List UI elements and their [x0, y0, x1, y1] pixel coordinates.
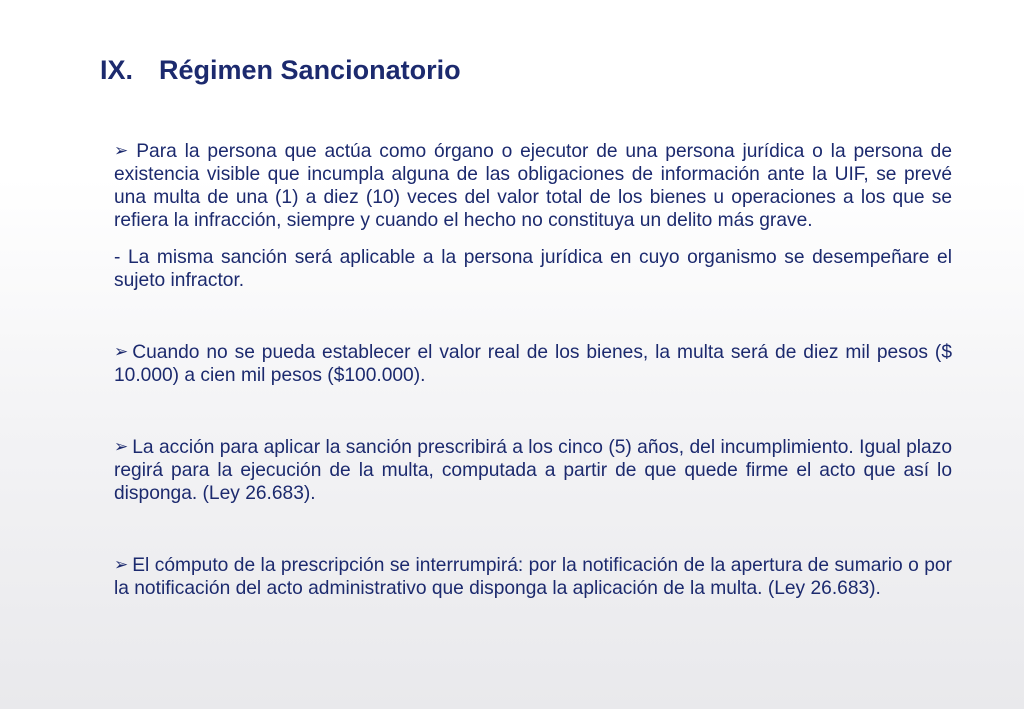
paragraph-text: La acción para aplicar la sanción prescribirá a los cinco (5) años, del incumplimiento. Igual plazo regirá para la ejecución de la multa, computada a partir de que quede firme el acto que así lo disponga. (Ley 26.683). [114, 437, 952, 504]
paragraph-prescripcion [114, 436, 952, 505]
arrow-bullet-icon: ➢ [114, 342, 129, 361]
slide-body [114, 140, 952, 600]
section-title: Régimen Sancionatorio [159, 55, 461, 85]
paragraph-multa [114, 140, 952, 232]
slide-title [100, 55, 461, 86]
paragraph-text: El cómputo de la prescripción se interrumpirá: por la notificación de la apertura de sumario o por la notificación del acto administrativo que disponga la aplicación de la multa. (Ley 26.683). [114, 555, 952, 599]
section-number: IX. [100, 55, 134, 85]
paragraph-interrupcion [114, 554, 952, 600]
arrow-bullet-icon: ➢ [114, 555, 129, 574]
paragraph-text: Cuando no se pueda establecer el valor real de los bienes, la multa será de diez mil pesos ($ 10.000) a cien mil pesos ($100.000). [114, 342, 952, 386]
paragraph-text: Para la persona que actúa como órgano o ejecutor de una persona jurídica o la persona de existencia visible que incumpla alguna de las obligaciones de información ante la UIF, se prevé una multa de una (1) a diez (10) veces del valor total de los bienes u operaciones a los que se refiera la infracción, siempre y cuando el hecho no constituya un delito más grave. [114, 141, 952, 231]
paragraph-valor-real [114, 341, 952, 387]
arrow-bullet-icon: ➢ [114, 141, 129, 160]
paragraph-text: - La misma sanción será aplicable a la persona jurídica en cuyo organismo se desempeñare el sujeto infractor. [114, 247, 952, 291]
paragraph-persona-juridica [114, 246, 952, 292]
arrow-bullet-icon: ➢ [114, 437, 129, 456]
